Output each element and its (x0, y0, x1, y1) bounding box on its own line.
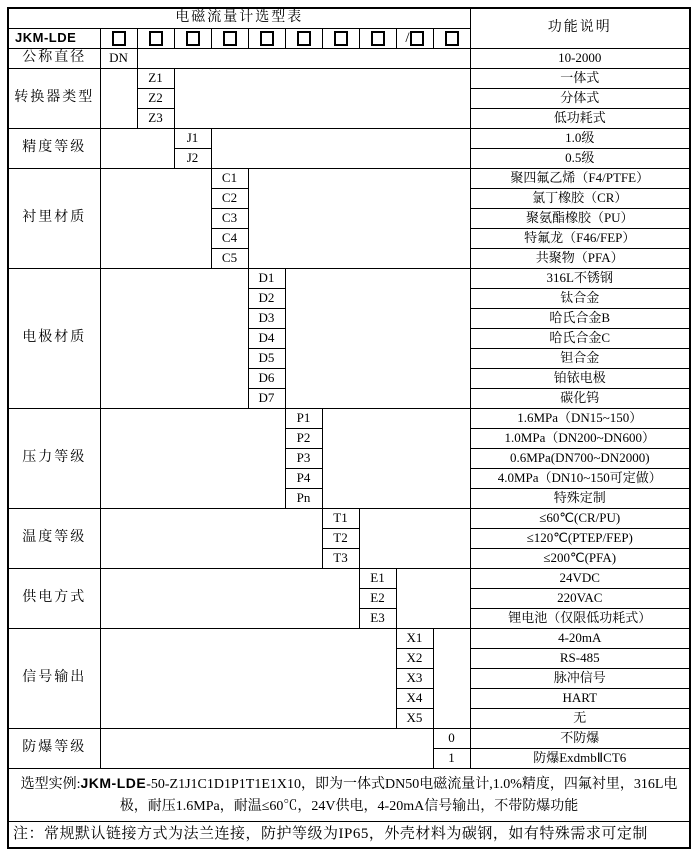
code-cell: T3 (322, 549, 359, 569)
code-cell: X3 (396, 669, 433, 689)
desc-cell: 无 (470, 709, 690, 729)
desc-cell: 特氟龙（F46/FEP） (470, 229, 690, 249)
desc-cell: 1.0级 (470, 129, 690, 149)
model-prefix: JKM-LDE (8, 29, 100, 49)
code-cell: P3 (285, 449, 322, 469)
table-row (8, 69, 690, 89)
desc-cell: 氯丁橡胶（CR） (470, 189, 690, 209)
code-cell: J1 (174, 129, 211, 149)
code-cell: P1 (285, 409, 322, 429)
code-cell: DN (100, 49, 137, 69)
code-cell: X2 (396, 649, 433, 669)
checkbox-icon (223, 31, 237, 46)
desc-cell: 哈氏合金C (470, 329, 690, 349)
table-row (8, 629, 690, 649)
desc-cell: 低功耗式 (470, 109, 690, 129)
spacer-cell (396, 569, 470, 629)
desc-cell: 钛合金 (470, 289, 690, 309)
desc-cell: 24VDC (470, 569, 690, 589)
model-checkbox-cell (359, 29, 396, 49)
model-checkbox-cell (174, 29, 211, 49)
code-cell: D3 (248, 309, 285, 329)
table-row (8, 49, 690, 69)
code-cell: C3 (211, 209, 248, 229)
desc-cell: 脉冲信号 (470, 669, 690, 689)
table-title: 电磁流量计选型表 (8, 8, 470, 29)
code-cell: T1 (322, 509, 359, 529)
code-cell: D2 (248, 289, 285, 309)
spacer-cell (100, 409, 285, 509)
desc-cell: ≤60℃(CR/PU) (470, 509, 690, 529)
desc-cell: 1.0MPa（DN200~DN600） (470, 429, 690, 449)
example-model: JKM-LDE (80, 774, 147, 791)
model-checkbox-cell (137, 29, 174, 49)
desc-cell: 316L不锈钢 (470, 269, 690, 289)
table-row (8, 729, 690, 749)
section-label-explosion-proof: 防爆等级 (8, 729, 100, 769)
slash-mark: / (405, 29, 410, 46)
code-cell: X5 (396, 709, 433, 729)
desc-cell: ≤200℃(PFA) (470, 549, 690, 569)
table-row (8, 269, 690, 289)
spacer-cell (100, 169, 211, 269)
section-label-converter-type: 转换器类型 (8, 69, 100, 129)
section-label-pressure-class: 压力等级 (8, 409, 100, 509)
code-cell: X4 (396, 689, 433, 709)
desc-cell: 4-20mA (470, 629, 690, 649)
section-label-signal-output: 信号输出 (8, 629, 100, 729)
note-row (8, 822, 690, 849)
checkbox-icon (112, 31, 126, 46)
model-checkbox-cell (248, 29, 285, 49)
desc-cell: 碳化钨 (470, 389, 690, 409)
spacer-cell (248, 169, 470, 269)
code-cell: D1 (248, 269, 285, 289)
desc-cell: 1.6MPa（DN15~150） (470, 409, 690, 429)
desc-cell: 聚四氟乙烯（F4/PTFE） (470, 169, 690, 189)
spacer-cell (100, 129, 174, 169)
spacer-cell (100, 269, 248, 409)
desc-cell: 0.6MPa(DN700~DN2000) (470, 449, 690, 469)
code-cell: C5 (211, 249, 248, 269)
spacer-cell (433, 629, 470, 729)
code-cell: P2 (285, 429, 322, 449)
desc-cell: 分体式 (470, 89, 690, 109)
section-label-accuracy-class: 精度等级 (8, 129, 100, 169)
desc-cell: 钽合金 (470, 349, 690, 369)
desc-cell: 聚氨酯橡胶（PU） (470, 209, 690, 229)
code-cell: Pn (285, 489, 322, 509)
model-checkbox-cell (322, 29, 359, 49)
code-cell: E3 (359, 609, 396, 629)
code-cell: C1 (211, 169, 248, 189)
model-checkbox-cell (285, 29, 322, 49)
table-row (8, 569, 690, 589)
code-cell: E1 (359, 569, 396, 589)
table-row (8, 129, 690, 149)
code-cell: E2 (359, 589, 396, 609)
checkbox-icon (149, 31, 163, 46)
code-cell: J2 (174, 149, 211, 169)
example-text: -50-Z1J1C1D1P1T1E1X10，即为一体式DN50电磁流量计,1.0%精度，四氟衬里，316L电极，耐压1.6MPa，耐温≤60℃，24V供电，4-20mA信号输出，不带防爆功能 (119, 776, 678, 814)
desc-cell: 一体式 (470, 69, 690, 89)
function-column-header: 功能说明 (470, 8, 690, 49)
spacer-cell (100, 69, 137, 129)
selection-example (8, 769, 690, 822)
desc-cell: 防爆ExdmbⅡCT6 (470, 749, 690, 769)
desc-cell: 哈氏合金B (470, 309, 690, 329)
table-row (8, 409, 690, 429)
checkbox-icon (445, 31, 459, 46)
checkbox-icon (334, 31, 348, 46)
spacer-cell (100, 509, 322, 569)
desc-cell: HART (470, 689, 690, 709)
desc-cell: 不防爆 (470, 729, 690, 749)
spacer-cell (174, 69, 470, 129)
section-label-nominal-diameter: 公称直径 (8, 49, 100, 69)
spacer-cell (285, 269, 470, 409)
code-cell: D6 (248, 369, 285, 389)
code-cell: C2 (211, 189, 248, 209)
section-label-lining-material: 衬里材质 (8, 169, 100, 269)
code-cell: D7 (248, 389, 285, 409)
desc-cell: 共聚物（PFA） (470, 249, 690, 269)
spacer-cell (137, 49, 470, 69)
desc-cell: ≤120℃(PTEP/FEP) (470, 529, 690, 549)
example-row (8, 769, 690, 822)
selection-table (7, 7, 691, 849)
code-cell: Z3 (137, 109, 174, 129)
code-cell: P4 (285, 469, 322, 489)
desc-cell: 特殊定制 (470, 489, 690, 509)
spacer-cell (359, 509, 470, 569)
model-checkbox-cell (433, 29, 470, 49)
table-row (8, 169, 690, 189)
desc-cell: 0.5级 (470, 149, 690, 169)
code-cell: 1 (433, 749, 470, 769)
code-cell: 0 (433, 729, 470, 749)
desc-cell: 220VAC (470, 589, 690, 609)
checkbox-icon (371, 31, 385, 46)
spacer-cell (322, 409, 470, 509)
section-label-electrode-material: 电极材质 (8, 269, 100, 409)
checkbox-icon (297, 31, 311, 46)
spacer-cell (100, 569, 359, 629)
code-cell: X1 (396, 629, 433, 649)
model-checkbox-cell (211, 29, 248, 49)
code-cell: Z2 (137, 89, 174, 109)
spacer-cell (211, 129, 470, 169)
checkbox-icon (186, 31, 200, 46)
checkbox-icon (410, 31, 424, 46)
model-checkbox-cell (100, 29, 137, 49)
section-label-temperature-class: 温度等级 (8, 509, 100, 569)
desc-cell: 4.0MPa（DN10~150可定做） (470, 469, 690, 489)
model-checkbox-cell (396, 29, 433, 49)
section-label-power-supply: 供电方式 (8, 569, 100, 629)
code-cell: T2 (322, 529, 359, 549)
code-cell: Z1 (137, 69, 174, 89)
example-prefix: 选型实例: (20, 776, 81, 792)
desc-cell: 铂铱电极 (470, 369, 690, 389)
table-row (8, 509, 690, 529)
desc-cell: RS-485 (470, 649, 690, 669)
checkbox-icon (260, 31, 274, 46)
note-text: 注：常规默认链接方式为法兰连接，防护等级为IP65，外壳材料为碳钢，如有特殊需求可定制 (8, 822, 690, 849)
spacer-cell (100, 629, 396, 729)
desc-cell: 锂电池（仅限低功耗式） (470, 609, 690, 629)
spacer-cell (100, 729, 433, 769)
code-cell: D5 (248, 349, 285, 369)
code-cell: C4 (211, 229, 248, 249)
desc-cell: 10-2000 (470, 49, 690, 69)
code-cell: D4 (248, 329, 285, 349)
